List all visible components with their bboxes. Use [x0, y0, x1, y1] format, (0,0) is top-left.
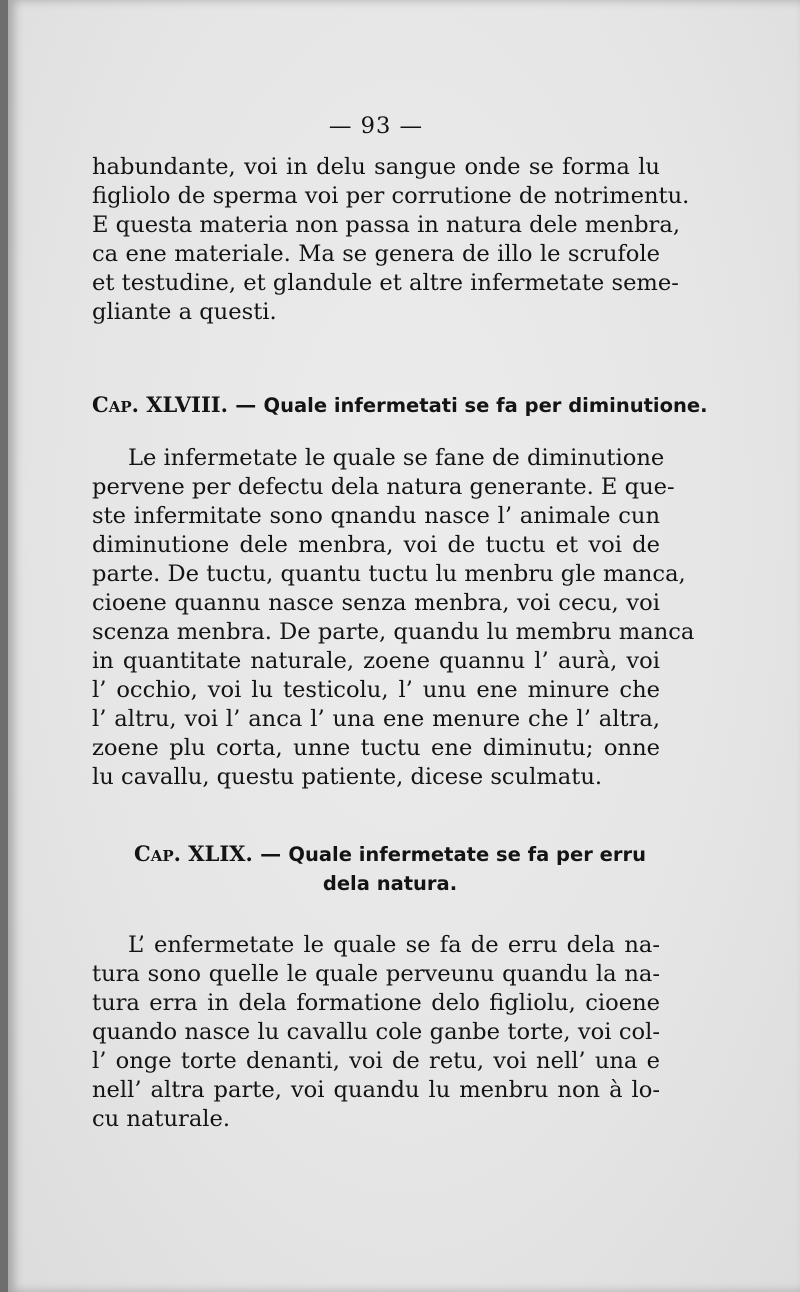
chapter-heading-48	[92, 391, 708, 420]
chapter-label: Cap. XLVIII. —	[92, 392, 257, 417]
page-number: — 93 —	[328, 113, 424, 139]
text-line: diminutione dele menbra, voi de tuctu et voi de	[92, 532, 660, 558]
text-line: l’ onge torte denanti, voi de retu, voi nell’ una e	[92, 1048, 660, 1074]
paragraph-3	[92, 931, 660, 1134]
text-line: tura sono quelle le quale perveunu quandu la na-	[92, 961, 660, 987]
text-line: L’ enfermetate le quale se fa de erru dela na-	[128, 932, 660, 958]
text-line: figliolo de sperma voi per corrutione de notrimentu.	[92, 183, 690, 209]
text-line: ca ene materiale. Ma se genera de illo le scrufole	[92, 241, 660, 267]
text-line: ste infermitate sono qnandu nasce l’ animale cun	[92, 503, 660, 529]
text-line: cu naturale.	[92, 1106, 231, 1132]
text-line: cioene quannu nasce senza menbra, voi cecu, voi	[92, 590, 660, 616]
chapter-label: Cap. XLIX. —	[134, 841, 282, 866]
text-line: parte. De tuctu, quantu tuctu lu menbru gle manca,	[92, 561, 686, 587]
paragraph-2	[92, 444, 695, 792]
text-line: E questa materia non passa in natura dele menbra,	[92, 212, 681, 238]
text-line: quando nasce lu cavallu cole ganbe torte, voi col-	[92, 1019, 660, 1045]
page-content	[92, 112, 708, 1134]
text-line: scenza menbra. De parte, quandu lu membru manca	[92, 619, 695, 645]
chapter-title: Quale infermetate se fa per erru	[288, 843, 646, 866]
text-line: in quantitate naturale, zoene quannu l’ aurà, voi	[92, 648, 660, 674]
text-line: lu cavallu, questu patiente, dicese sculmatu.	[92, 764, 603, 790]
chapter-title-continued: dela natura.	[322, 872, 458, 895]
text-line: tura erra in dela formatione delo figliolu, cioene	[92, 990, 660, 1016]
text-line: Le infermetate le quale se fane de diminutione	[128, 445, 665, 471]
text-line: l’ altru, voi l’ anca l’ una ene menure che l’ altra,	[92, 706, 660, 732]
text-line: nell’ altra parte, voi quandu lu menbru non à lo-	[92, 1077, 660, 1103]
chapter-title: Quale infermetati se fa per diminutione.	[263, 394, 708, 417]
text-line: habundante, voi in delu sangue onde se forma lu	[92, 154, 660, 180]
text-line: pervene per defectu dela natura generante. E que-	[92, 474, 675, 500]
text-line: et testudine, et glandule et altre infermetate seme-	[92, 270, 679, 296]
text-line: l’ occhio, voi lu testicolu, l’ unu ene minure che	[92, 677, 660, 703]
text-line: zoene plu corta, unne tuctu ene diminutu; onne	[92, 735, 660, 761]
paragraph-1	[92, 153, 690, 327]
text-line: gliante a questi.	[92, 299, 277, 325]
chapter-heading-49	[92, 840, 660, 898]
scanned-page	[8, 0, 800, 1292]
